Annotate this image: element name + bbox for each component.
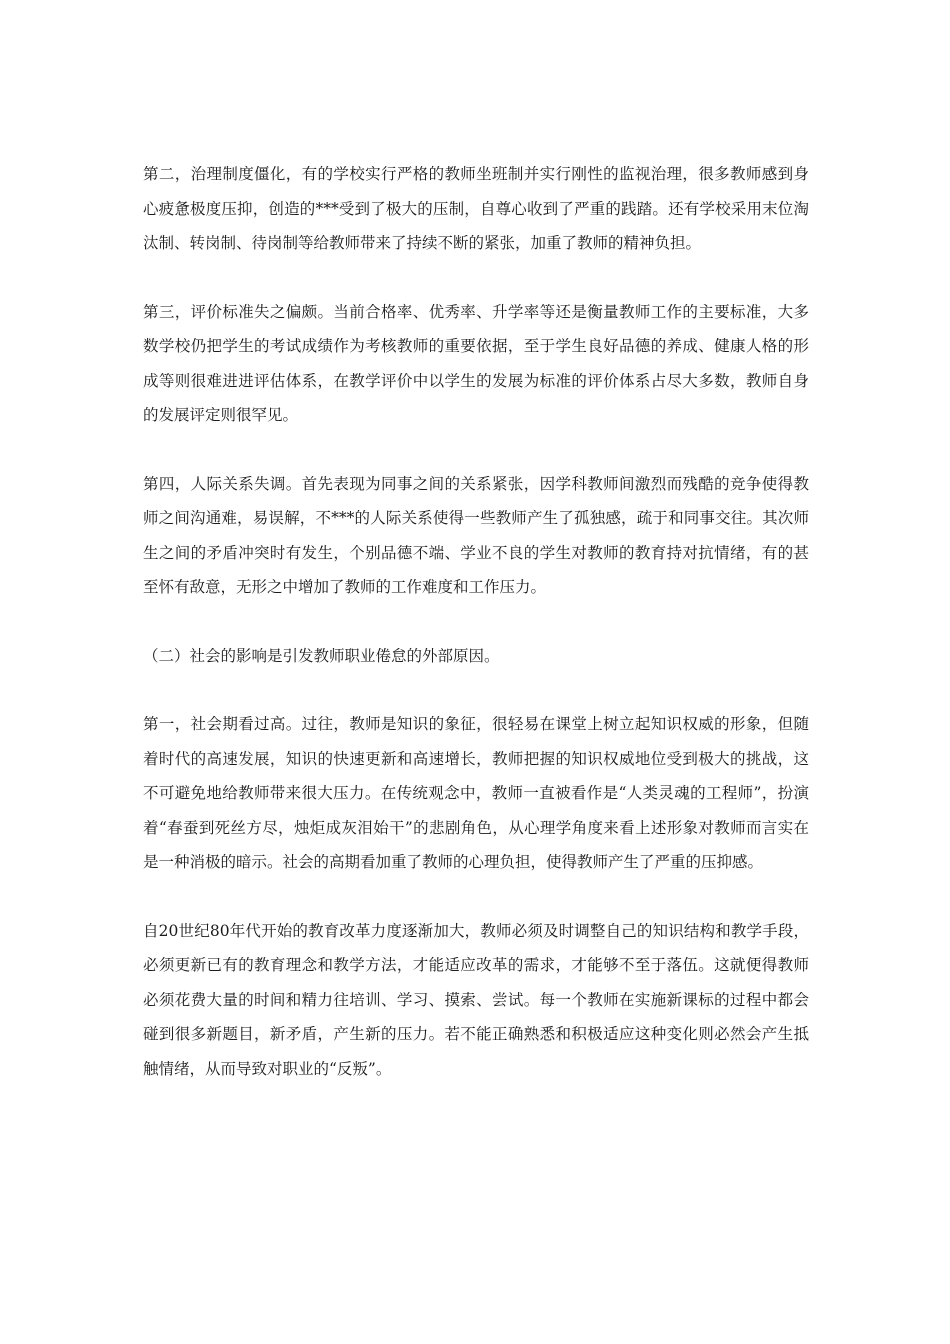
paragraph-education-reform: 自20世纪80年代开始的教育改革力度逐渐加大，教师必须及时调整自己的知识结构和教学手段，必须更新已有的教育理念和教学方法，才能适应改革的需求，才能够不至于落伍。这就便得教师必须花费大量的时间和精力往培训、学习、摸索、尝试。每一个教师在实施新课标的过程中都会碰到很多新题目，新矛盾，产生新的压力。若不能正确熟悉和积极适应这种变化则必然会产生抵触情绪，从而导致对职业的“反叛”。 (143, 921, 809, 1078)
paragraph-social-expectations: 第一，社会期看过高。过往，教师是知识的象征，很轻易在课堂上树立起知识权威的形象，但随着时代的高速发展，知识的快速更新和高速增长，教师把握的知识权威地位受到极大的挑战，这不可避免地给教师带来很大压力。在传统观念中，教师一直被看作是“人类灵魂的工程师”，扮演着“春蚕到死丝方尽，烛炬成灰泪始干”的悲剧角色，从心理学角度来看上述形象对教师而言实在是一种消极的暗示。社会的高期看加重了教师的心理负担，使得教师产生了严重的压抑感。 (143, 715, 809, 871)
section-heading-social-influence: （二）社会的影响是引发教师职业倦怠的外部原因。 (143, 646, 500, 665)
paragraph-evaluation-standard: 第三，评价标准失之偏颇。当前合格率、优秀率、升学率等还是衡量教师工作的主要标准，大多数学校仍把学生的考试成绩作为考核教师的重要依据，至于学生良好品德的养成、健康人格的形成等则很难进进评估体系，在教学评价中以学生的发展为标准的评价体系占尽大多数，教师自身的发展评定则很罕见。 (143, 302, 809, 424)
document-body (143, 157, 809, 1086)
paragraph-interpersonal-relations: 第四，人际关系失调。首先表现为同事之间的关系紧张，因学科教师间激烈而残酷的竞争使得教师之间沟通难，易误解，不***的人际关系使得一些教师产生了孤独感，疏于和同事交往。其次师生之间的矛盾冲突时有发生，个别品德不端、学业不良的学生对教师的教育持对抗情绪，有的甚至怀有敌意，无形之中增加了教师的工作难度和工作压力。 (143, 474, 809, 596)
paragraph-management-system: 第二，治理制度僵化，有的学校实行严格的教师坐班制并实行刚性的监视治理，很多教师感到身心疲惫极度压抑，创造的***受到了极大的压制，自尊心收到了严重的践踏。还有学校采用末位淘汰制、转岗制、待岗制等给教师带来了持续不断的紧张，加重了教师的精神负担。 (143, 165, 809, 252)
